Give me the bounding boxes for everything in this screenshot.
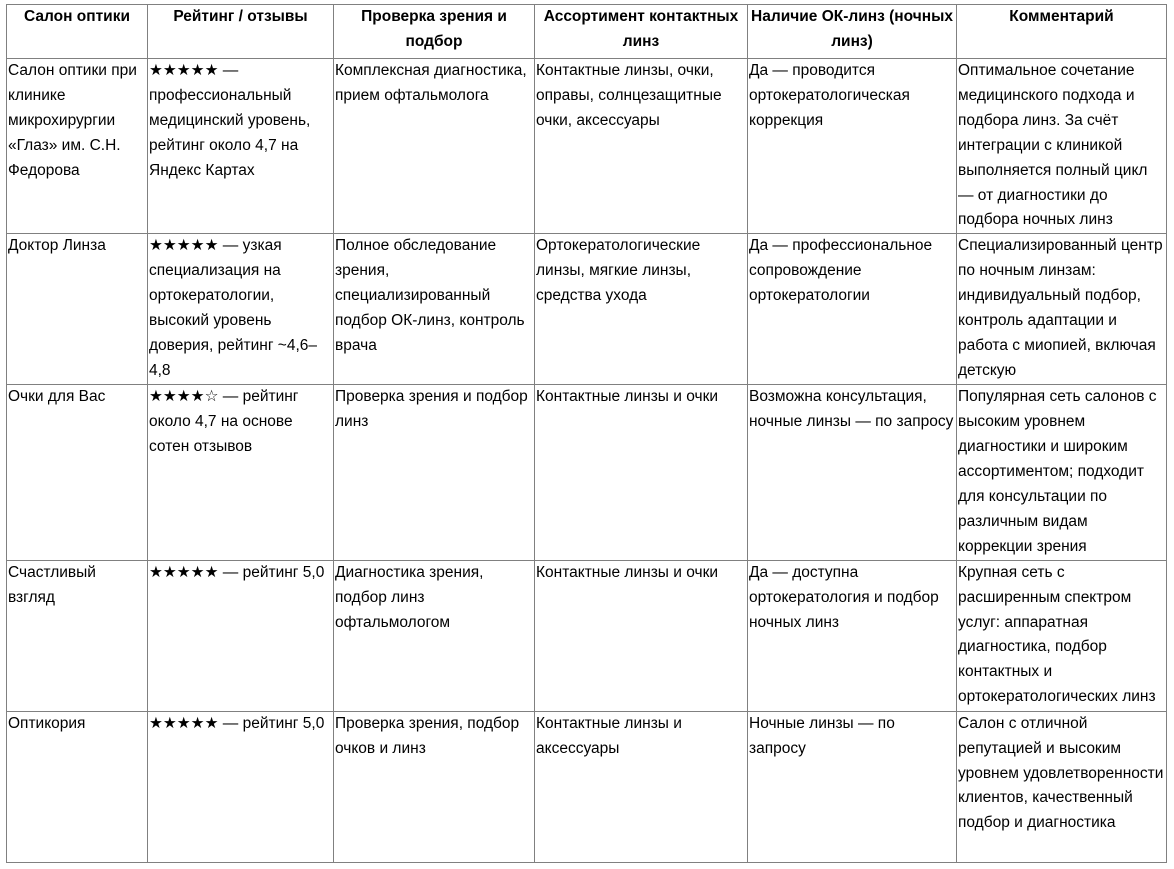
- optics-comparison-table: [6, 4, 1167, 863]
- cell-ok-lenses: Возможна консультация, ночные линзы — по запросу: [748, 385, 957, 560]
- cell-comment: Оптимальное сочетание медицинского подхода и подбора линз. За счёт интеграции с клиникой выполняется полный цикл — от диагностики до подбора ночных линз: [957, 59, 1167, 234]
- cell-ok-lenses: Ночные линзы — по запросу: [748, 711, 957, 862]
- cell-rating: ★★★★☆ — рейтинг около 4,7 на основе сотен отзывов: [148, 385, 334, 560]
- table-row: [7, 234, 1167, 385]
- table-row: [7, 711, 1167, 862]
- cell-lens-assortment: Контактные линзы и аксессуары: [535, 711, 748, 862]
- cell-vision-check: Проверка зрения и подбор линз: [334, 385, 535, 560]
- cell-rating: ★★★★★ — профессиональный медицинский уровень, рейтинг около 4,7 на Яндекс Картах: [148, 59, 334, 234]
- cell-salon: Доктор Линза: [7, 234, 148, 385]
- cell-comment: Специализированный центр по ночным линзам: индивидуальный подбор, контроль адаптации и работа с миопией, включая детскую: [957, 234, 1167, 385]
- cell-rating: ★★★★★ — рейтинг 5,0: [148, 560, 334, 711]
- cell-rating: ★★★★★ — узкая специализация на ортокератологии, высокий уровень доверия, рейтинг ~4,6–4,8: [148, 234, 334, 385]
- table-row: [7, 560, 1167, 711]
- cell-comment: Популярная сеть салонов с высоким уровнем диагностики и широким ассортиментом; подходит для консультации по различным видам коррекции зрения: [957, 385, 1167, 560]
- cell-comment: Крупная сеть с расширенным спектром услуг: аппаратная диагностика, подбор контактных и ортокератологических линз: [957, 560, 1167, 711]
- cell-vision-check: Полное обследование зрения, специализированный подбор ОК-линз, контроль врача: [334, 234, 535, 385]
- header-comment: Комментарий: [957, 5, 1167, 59]
- cell-salon: Счастливый взгляд: [7, 560, 148, 711]
- header-vision-check: Проверка зрения и подбор: [334, 5, 535, 59]
- cell-ok-lenses: Да — профессиональное сопровождение ортокератологии: [748, 234, 957, 385]
- table-row: [7, 385, 1167, 560]
- cell-salon: Очки для Вас: [7, 385, 148, 560]
- cell-vision-check: Диагностика зрения, подбор линз офтальмологом: [334, 560, 535, 711]
- cell-ok-lenses: Да — проводится ортокератологическая коррекция: [748, 59, 957, 234]
- cell-lens-assortment: Контактные линзы и очки: [535, 385, 748, 560]
- table-header-row: [7, 5, 1167, 59]
- header-ok-lenses: Наличие ОК-линз (ночных линз): [748, 5, 957, 59]
- header-lens-assortment: Ассортимент контактных линз: [535, 5, 748, 59]
- header-rating: Рейтинг / отзывы: [148, 5, 334, 59]
- cell-salon: Салон оптики при клинике микрохирургии «Глаз» им. С.Н. Федорова: [7, 59, 148, 234]
- cell-lens-assortment: Контактные линзы, очки, оправы, солнцезащитные очки, аксессуары: [535, 59, 748, 234]
- cell-lens-assortment: Ортокератологические линзы, мягкие линзы, средства ухода: [535, 234, 748, 385]
- cell-vision-check: Комплексная диагностика, прием офтальмолога: [334, 59, 535, 234]
- comparison-table-wrapper: [6, 4, 1167, 863]
- table-row: [7, 59, 1167, 234]
- cell-rating: ★★★★★ — рейтинг 5,0: [148, 711, 334, 862]
- cell-lens-assortment: Контактные линзы и очки: [535, 560, 748, 711]
- header-salon: Салон оптики: [7, 5, 148, 59]
- cell-ok-lenses: Да — доступна ортокератология и подбор ночных линз: [748, 560, 957, 711]
- cell-vision-check: Проверка зрения, подбор очков и линз: [334, 711, 535, 862]
- cell-salon: Оптикория: [7, 711, 148, 862]
- cell-comment: Салон с отличной репутацией и высоким уровнем удовлетворенности клиентов, качественный подбор и диагностика: [957, 711, 1167, 862]
